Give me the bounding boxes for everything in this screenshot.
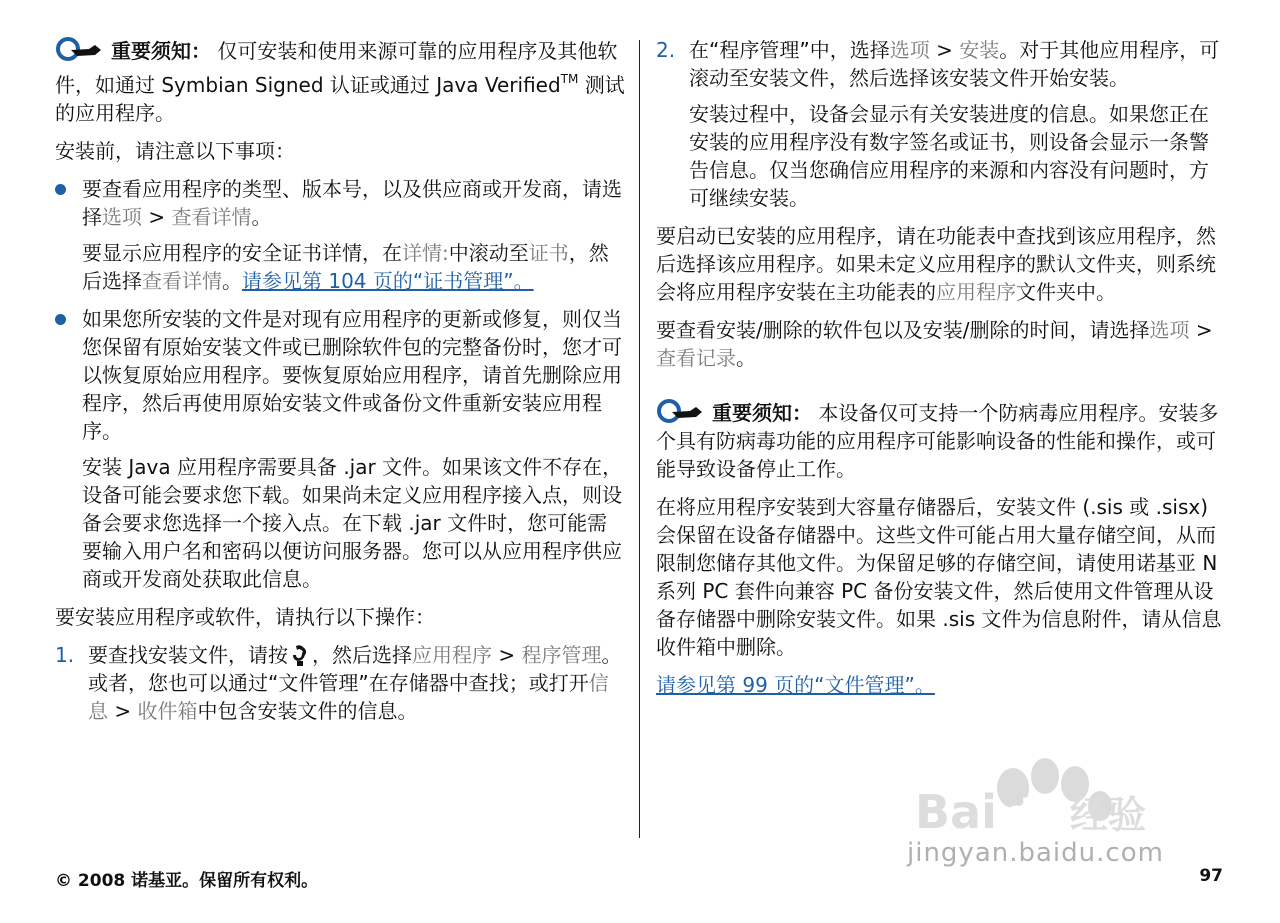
- step-subtext: 安装过程中，设备会显示有关安装进度的信息。如果您正在安装的应用程序没有数字签名或证书，则设备会显示一条警告信息。仅当您确信应用程序的来源和内容没有问题时，方可继续安装。: [689, 102, 1209, 210]
- bullet-dot-icon: [55, 184, 66, 195]
- menu-option: 选项: [102, 205, 142, 229]
- menu-key-icon: [291, 644, 309, 666]
- watermark-logo-du: du: [1005, 792, 1063, 838]
- intro-text: 安装前，请注意以下事项：: [55, 139, 295, 163]
- storage-text: 在将应用程序安装到大容量存储器后，安装文件 (.sis 或 .sisx) 会保留在设备存储器中。这些文件可能占用大量存储空间，从而限制您储存其他文件。为保留足够的存储空间，请使用诺基亚 N 系列 PC 套件向兼容 PC 备份安装文件，然后使用文件管理从设备存储器中删除安装文件。如果 .sis 文件为信息附件，请从信息收件箱中删除。: [656, 495, 1222, 659]
- bullet-dot-icon: [55, 314, 66, 325]
- launch-text: 要启动已安装的应用程序，请在功能表中查找到该应用程序，然后选择该应用程序。如果未定义应用程序的默认文件夹，则系统会将应用程序安装在主功能表的应用程序文件夹中。: [656, 224, 1216, 304]
- bullet-subtext: 要显示应用程序的安全证书详情，在详情:中滚动至证书，然后选择查看详情。请参见第 104 页的“证书管理”。: [82, 241, 609, 293]
- menu-option: 查看详情: [171, 205, 252, 229]
- steps-intro: 要安装应用程序或软件，请执行以下操作：: [55, 605, 435, 629]
- file-manager-link-row: [656, 671, 1226, 699]
- watermark-url: jingyan.baidu.com: [907, 838, 1164, 868]
- bullet-subtext: 安装 Java 应用程序需要具备 .jar 文件。如果该文件不存在，设备可能会要求您下载。如果尚未定义应用程序接入点，则设备会要求您选择一个接入点。在下载 .jar 文件时，您可能需要输入用户名和密码以便访问服务器。您可以从应用程序供应商或开发商处获取此信息。: [82, 455, 623, 591]
- warning-label: 重要须知：: [111, 39, 211, 63]
- watermark-logo-jingyan: 经验: [1070, 793, 1147, 837]
- right-column: [656, 36, 1226, 709]
- warning-hand-icon: [656, 398, 712, 426]
- warning-hand-icon: [55, 36, 111, 64]
- file-manager-link[interactable]: 请参见第 99 页的“文件管理”。: [656, 673, 935, 697]
- warning-note: 重要须知： 仅可安装和使用来源可靠的应用程序及其他软件，如通过 Symbian Signed 认证或通过 Java Verified™ 测试的应用程序。: [55, 36, 627, 127]
- page-number: 97: [1199, 866, 1223, 886]
- step-item: 2. 在“程序管理”中，选择选项 > 安装。对于其他应用程序，可滚动至安装文件，然后选择该安装文件开始安装。: [656, 38, 1220, 90]
- warning-label: 重要须知：: [712, 401, 812, 425]
- bullet-item: 要查看应用程序的类型、版本号，以及供应商或开发商，请选择选项 > 查看详情。: [55, 175, 627, 231]
- bullet-item: 如果您所安装的文件是对现有应用程序的更新或修复，则仅当您保留有原始安装文件或已删除软件包的完整备份时，您才可以恢复原始应用程序。要恢复原始应用程序，请首先删除应用程序，然后再使用原始安装文件或备份文件重新安装应用程序。: [55, 305, 627, 445]
- cert-link[interactable]: 请参见第 104 页的“证书管理”。: [242, 269, 534, 293]
- left-column: [55, 36, 627, 733]
- copyright: © 2008 诺基亚。保留所有权利。: [55, 871, 319, 891]
- warning-note: 重要须知： 本设备仅可支持一个防病毒应用程序。安装多个具有防病毒功能的应用程序可能影响设备的性能和操作，或可能导致设备停止工作。: [656, 398, 1226, 483]
- column-divider: [639, 40, 640, 838]
- step-number: 1.: [55, 643, 75, 667]
- log-text: 要查看安装/删除的软件包以及安装/删除的时间，请选择选项 > 查看记录。: [656, 318, 1213, 370]
- step-number: 2.: [656, 38, 676, 62]
- watermark-logo-text: Bai: [915, 785, 997, 839]
- step-item: 1. 要查找安装文件，请按 ，然后选择应用程序 > 程序管理。或者，您也可以通过“文件管理”在存储器中查找；或打开信息 > 收件箱中包含安装文件的信息。: [55, 643, 622, 723]
